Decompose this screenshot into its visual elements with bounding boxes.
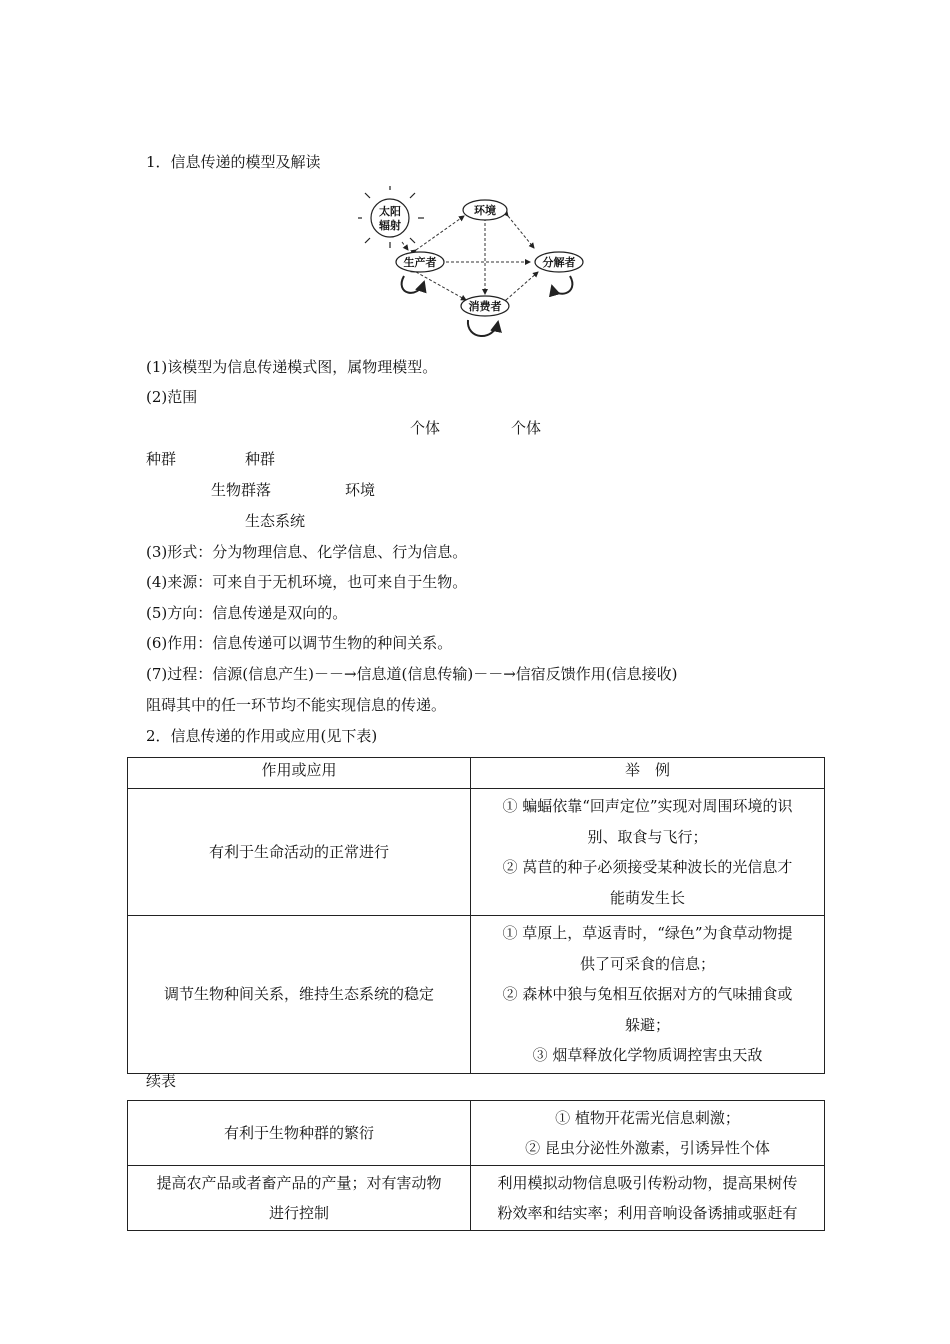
- row3-role: [128, 1101, 471, 1166]
- row2-examples: [471, 916, 825, 1074]
- range-individual-b: 个体: [511, 419, 542, 437]
- paragraph-5: (5)方向：信息传递是双向的。: [146, 604, 348, 622]
- application-table: [127, 757, 825, 1074]
- arrow-sun-producer: [402, 242, 408, 250]
- row4-role: [128, 1166, 471, 1231]
- table-header-row: [128, 758, 825, 789]
- table-row: [128, 916, 825, 1074]
- row2-example-2: 供了可采食的信息；: [579, 954, 715, 973]
- range-ecosystem: 生态系统: [245, 512, 306, 530]
- row4-role-2: 进行控制: [268, 1204, 329, 1222]
- row2-example-3: ② 森林中狼与兔相互依据对方的气味捕食或: [502, 985, 793, 1003]
- row2-role: 调节生物种间关系，维持生态系统的稳定: [128, 916, 471, 1074]
- application-table-continued: [127, 1100, 825, 1231]
- self-loop-consumer-icon: [468, 320, 498, 336]
- row1-example-3: ② 莴苣的种子必须接受某种波长的光信息才: [502, 858, 793, 876]
- arrow-producer-env: [416, 216, 464, 250]
- row3-examples: [471, 1101, 825, 1166]
- paragraph-7: (7)过程：信源(信息产生)－－→信息道(信息传输)－－→信宿反馈作用(信息接收): [146, 665, 678, 683]
- row4-example-2: 粉效率和结实率；利用音响设备诱捕或驱赶有: [497, 1204, 798, 1222]
- row4-role-1: 提高农产品或者畜产品的产量；对有害动物: [156, 1174, 442, 1192]
- consumer-label: 消费者: [468, 300, 502, 313]
- table-row: [128, 1101, 825, 1166]
- range-population-a: 种群: [146, 450, 177, 468]
- paragraph-8: 阻碍其中的任一环节均不能实现信息的传递。: [146, 696, 447, 714]
- row1-example-4: 能萌发生长: [609, 888, 685, 907]
- range-community: 生物群落: [211, 481, 272, 499]
- paragraph-6: (6)作用：信息传递可以调节生物的种间关系。: [146, 634, 453, 652]
- table-row: [128, 789, 825, 916]
- paragraph-1: (1)该模型为信息传递模式图，属物理模型。: [146, 358, 438, 376]
- paragraph-2: (2)范围: [146, 388, 198, 406]
- sun-label-1: 太阳: [379, 205, 401, 218]
- row4-examples: [471, 1166, 825, 1231]
- arrow-consumer-decomposer: [506, 272, 538, 300]
- arrow-producer-consumer: [416, 272, 466, 300]
- row1-example-1: ① 蝙蝠依靠“回声定位”实现对周围环境的识: [502, 797, 793, 815]
- row3-example-1: ① 植物开花需光信息刺激；: [555, 1109, 740, 1127]
- header-role: 作用或应用: [128, 758, 471, 789]
- information-transfer-diagram: [358, 186, 594, 346]
- row2-example-5: ③ 烟草释放化学物质调控害虫天敌: [532, 1046, 763, 1064]
- range-individual-a: 个体: [410, 419, 441, 437]
- sun-label-2: 辐射: [379, 219, 401, 232]
- range-population-b: 种群: [245, 450, 276, 468]
- section-heading-1: 1．信息传递的模型及解读: [146, 153, 321, 171]
- row4-example-1: 利用模拟动物信息吸引传粉动物，提高果树传: [497, 1174, 798, 1192]
- self-loop-decomposer-icon: [552, 276, 572, 294]
- row1-example-2: 别、取食与飞行；: [587, 827, 708, 846]
- range-environment: 环境: [345, 481, 376, 499]
- paragraph-4: (4)来源：可来自于无机环境，也可来自于生物。: [146, 573, 468, 591]
- producer-label: 生产者: [403, 256, 437, 269]
- row1-role: 有利于生命活动的正常进行: [128, 789, 471, 916]
- row3-role-1: 有利于生物种群的繁衍: [223, 1124, 374, 1142]
- row3-example-2: ② 昆虫分泌性外激素，引诱异性个体: [525, 1139, 770, 1157]
- header-example: 举 例: [471, 758, 825, 789]
- row2-example-1: ① 草原上，草返青时，“绿色”为食草动物提: [502, 924, 793, 942]
- continued-label: 续表: [146, 1072, 177, 1090]
- paragraph-3: (3)形式：分为物理信息、化学信息、行为信息。: [146, 543, 468, 561]
- section-heading-2: 2．信息传递的作用或应用(见下表): [146, 727, 378, 745]
- row2-example-4: 躲避；: [624, 1015, 670, 1034]
- decomposer-label: 分解者: [542, 256, 576, 269]
- table-row: [128, 1166, 825, 1231]
- self-loop-producer-icon: [402, 276, 424, 293]
- arrow-env-decomposer: [508, 216, 534, 248]
- row1-examples: [471, 789, 825, 916]
- env-label: 环境: [474, 204, 496, 217]
